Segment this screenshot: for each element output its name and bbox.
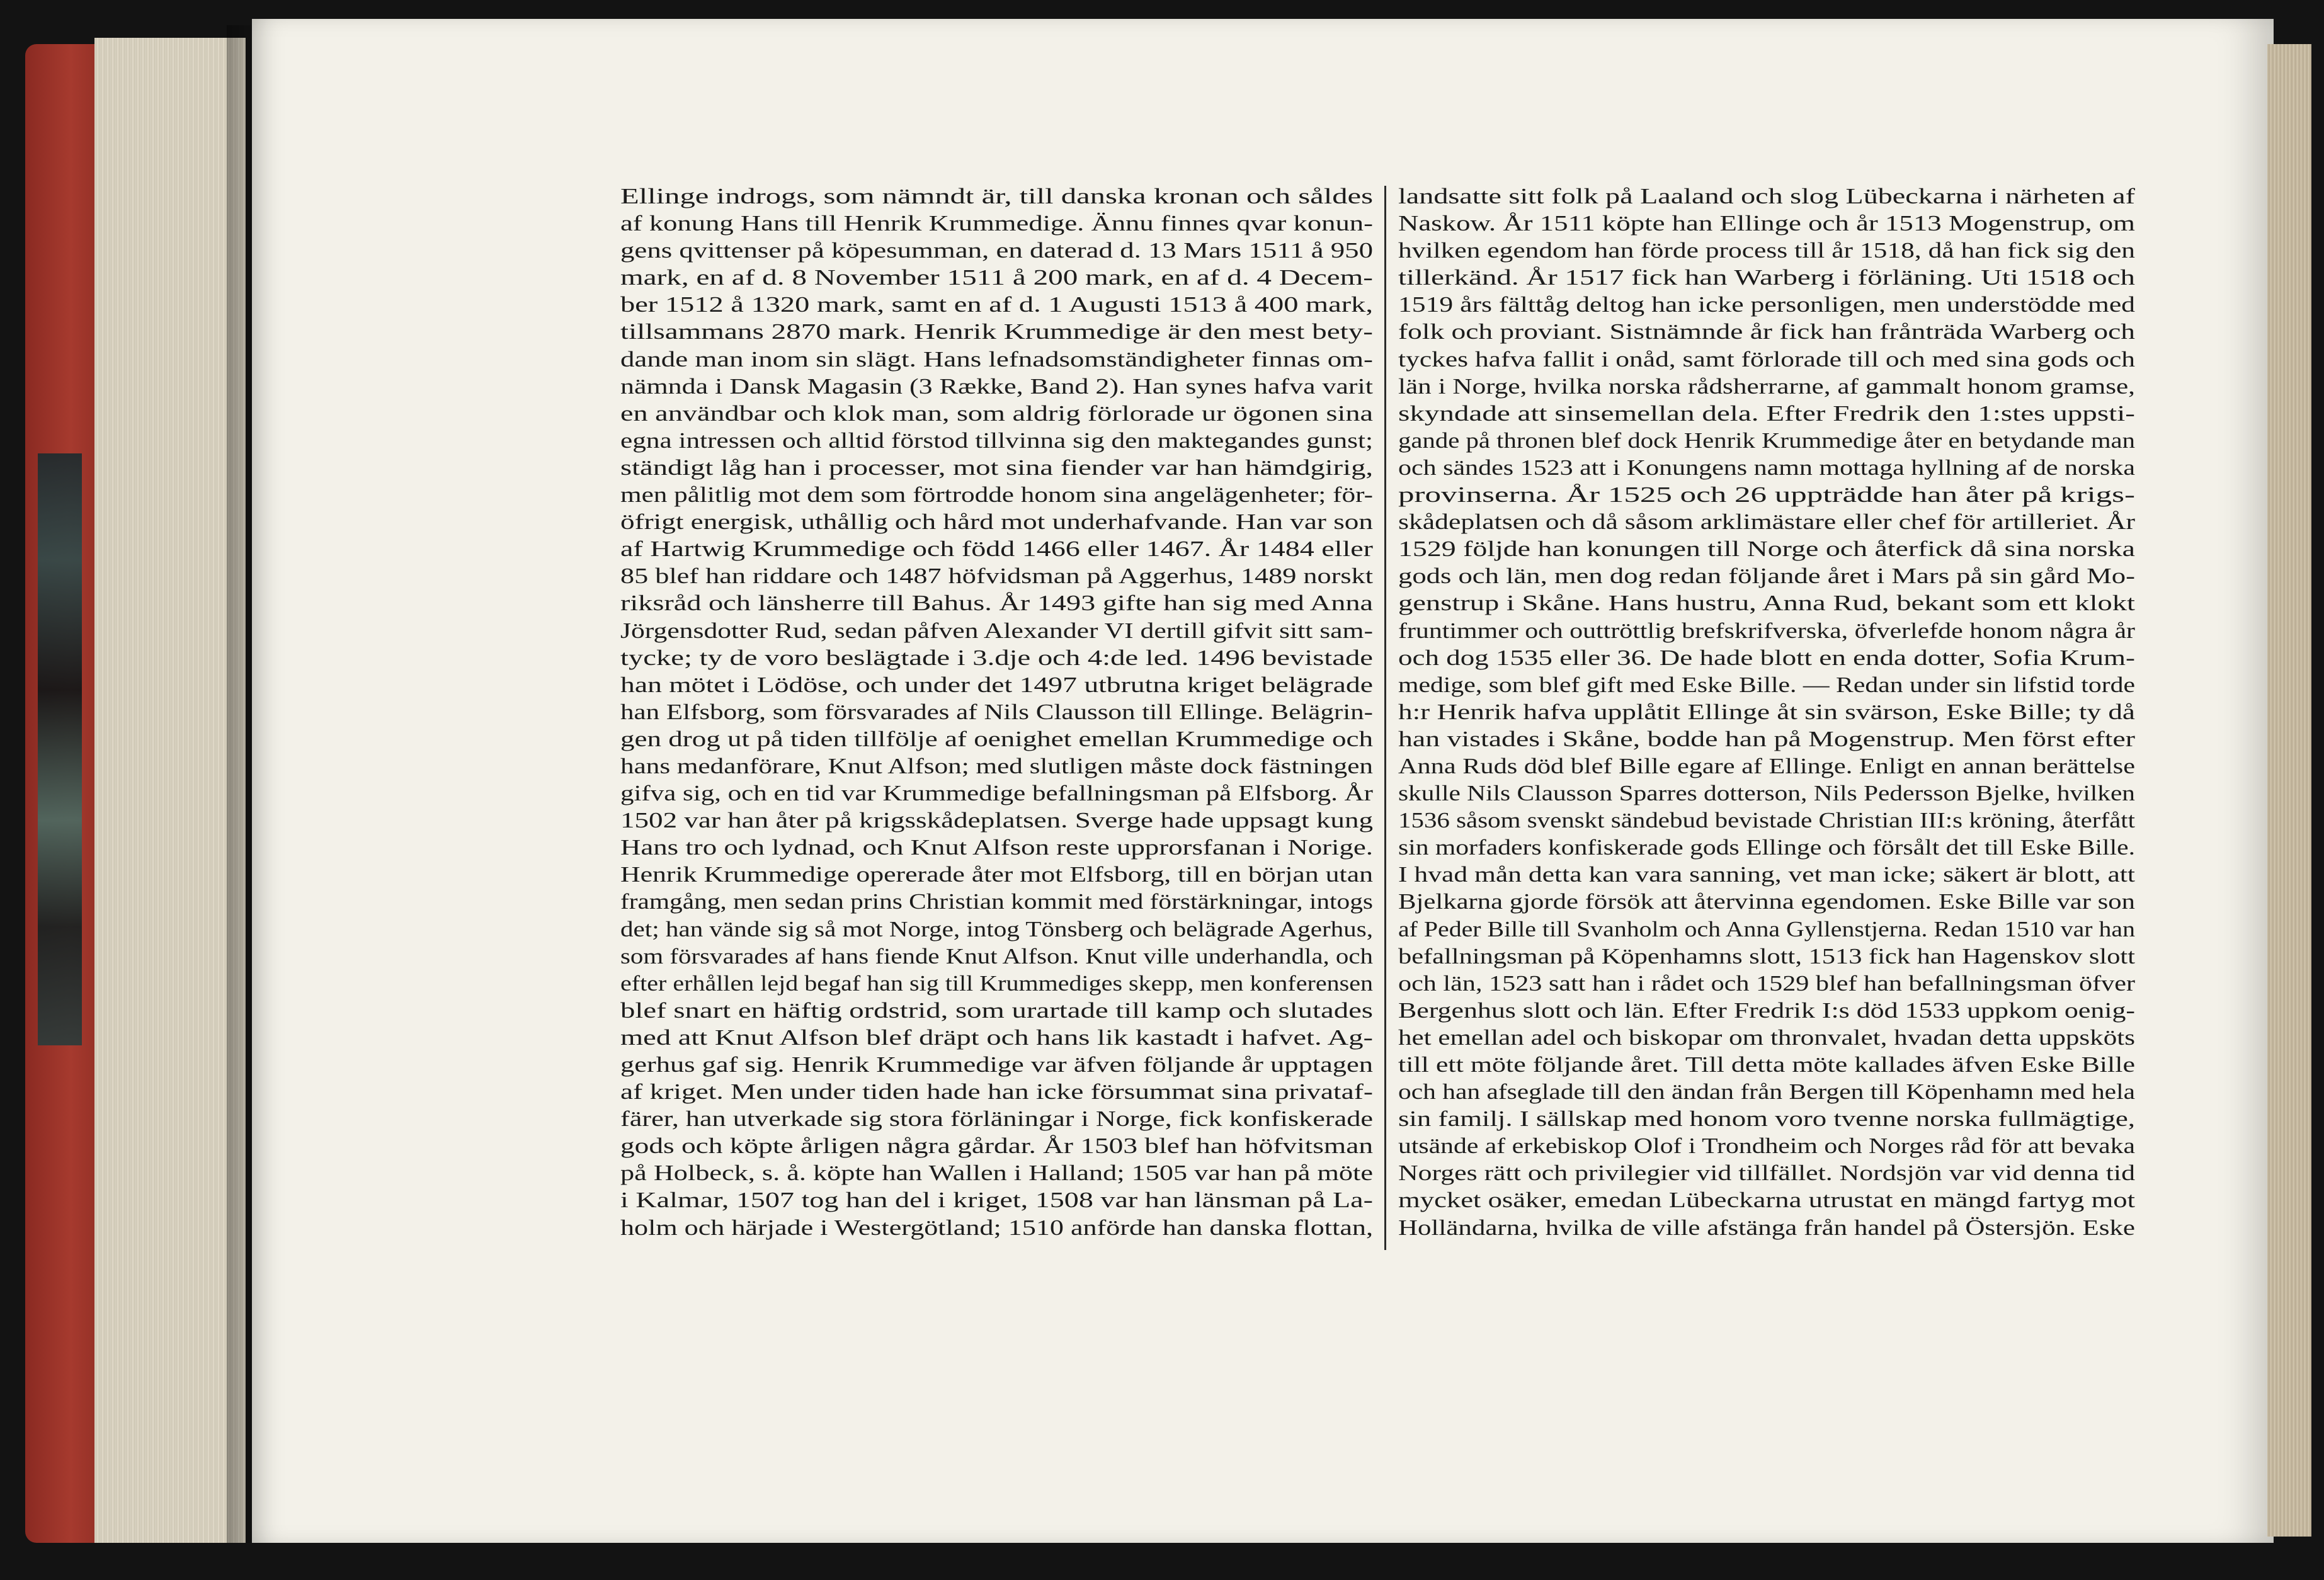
text-line: tillerkänd. År 1517 fick han Warberg i förläning. Uti 1518 och [1398,265,2135,290]
text-line: och sändes 1523 att i Konungens namn mottaga hyllning af de norska [1398,455,2135,480]
text-line: Jörgensdotter Rud, sedan påfven Alexander VI dertill gifvit sitt sam- [620,618,1373,643]
text-line: ständigt låg han i processer, mot sina fiender var han hämdgirig, [620,455,1373,480]
text-line: medige, som blef gift med Eske Bille. — Redan under sin lifstid torde [1398,672,2135,697]
text-line: Naskow. År 1511 köpte han Ellinge och år 1513 Mogenstrup, om [1398,211,2135,236]
text-line: Bergenhus slott och län. Efter Fredrik I:s död 1533 uppkom oenig- [1398,997,2135,1023]
text-line: gerhus gaf sig. Henrik Krummedige var äfven följande år upptagen [620,1052,1373,1077]
text-line: ber 1512 å 1320 mark, samt en af d. 1 Augusti 1513 å 400 mark, [620,292,1373,317]
text-line: han mötet i Lödöse, och under det 1497 utbrutna kriget belägrade [620,672,1373,697]
text-line: tillsammans 2870 mark. Henrik Krummedige är den mest bety- [620,319,1373,344]
text-line: på Holbeck, s. å. köpte han Wallen i Halland; 1505 var han på möte [620,1161,1373,1186]
text-line: dande man inom sin slägt. Hans lefnadsomständigheter finnas om- [620,346,1373,372]
text-line: mycket osäker, emedan Lübeckarna utrustat en mängd fartyg mot [1398,1188,2135,1213]
text-line: befallningsman på Köpenhamns slott, 1513 fick han Hagenskov slott [1398,943,2135,969]
text-line: 1502 var han åter på krigsskådeplatsen. Sverge hade uppsagt kung [620,808,1373,833]
text-line: öfrigt energisk, uthållig och hård mot underhafvande. Han var son [620,509,1373,535]
text-line: men pålitlig mot dem som förtrodde honom sina angelägenheter; för- [620,482,1373,508]
text-line: län i Norge, hvilka norska rådsherrarne, af gammalt honom gramse, [1398,373,2135,399]
text-line: af Hartwig Krummedige och född 1466 eller 1467. År 1484 eller [620,537,1373,562]
text-line: gens qvittenser på köpesumman, en daterad d. 13 Mars 1511 å 950 [620,238,1373,263]
text-line: tyckes hafva fallit i onåd, samt förlorade till och med sina gods och [1398,346,2135,372]
text-line: och han afseglade till den ändan från Bergen till Köpenhamn med hela [1398,1079,2135,1105]
text-line: 85 blef han riddare och 1487 höfvidsman på Aggerhus, 1489 norskt [620,564,1373,589]
text-line: skulle Nils Clausson Sparres dotterson, Nils Pedersson Bjelke, hvilken [1398,781,2135,806]
text-line: utsände af erkebiskop Olof i Trondheim och Norges råd för att bevaka [1398,1134,2135,1159]
text-line: sin morfaders konfiskerade gods Ellinge och försålt det till Eske Bille. [1398,835,2135,860]
text-line: Hans tro och lydnad, och Knut Alfson reste upprorsfanan i Norige. [620,835,1373,860]
text-line: h:r Henrik hafva upplåtit Ellinge åt sin svärson, Eske Bille; ty då [1398,699,2135,724]
text-line: hvilken egendom han förde process till år 1518, då han fick sig den [1398,238,2135,263]
text-line: holm och härjade i Westergötland; 1510 anförde han danska flottan, [620,1215,1373,1240]
text-line: gen drog ut på tiden tillfölje af oenighet emellan Krummedige och [620,726,1373,751]
text-line: Ellinge indrogs, som nämndt är, till danska kronan och såldes [620,184,1373,208]
text-line: I hvad mån detta kan vara sanning, vet man icke; säkert är blott, att [1398,862,2135,887]
text-line: folk och proviant. Sistnämnde år fick han frånträda Warberg och [1398,319,2135,344]
text-line: af Peder Bille till Svanholm och Anna Gyllenstjerna. Redan 1510 var han [1398,916,2135,941]
marbled-endpaper [38,453,82,1045]
text-line: Bjelkarna gjorde försök att återvinna egendomen. Eske Bille var son [1398,889,2135,914]
text-line: mark, en af d. 8 November 1511 å 200 mark, en af d. 4 Decem- [620,265,1373,290]
text-line: gods och län, men dog redan följande året i Mars på sin gård Mo- [1398,564,2135,589]
text-line: 1529 följde han konungen till Norge och återfick då sina norska [1398,537,2135,562]
text-line: 1519 års fälttåg deltog han icke personligen, men understödde med [1398,292,2135,317]
text-line: Norges rätt och privilegier vid tillfället. Nordsjön var vid denna tid [1398,1161,2135,1186]
text-line: i Kalmar, 1507 tog han del i kriget, 1508 var han länsman på La- [620,1188,1373,1213]
text-line: Henrik Krummedige opererade åter mot Elfsborg, till en början utan [620,862,1373,887]
text-line: fruntimmer och outtröttlig brefskrifverska, öfverlefde honom några år [1398,618,2135,643]
text-line: af kriget. Men under tiden hade han icke försummat sina privataf- [620,1079,1373,1105]
text-line: gods och köpte årligen några gårdar. År 1503 blef han höfvitsman [620,1134,1373,1159]
text-line: han vistades i Skåne, bodde han på Mogenstrup. Men först efter [1398,726,2135,751]
text-line: skådeplatsen och då såsom arklimästare eller chef för artilleriet. År [1398,509,2135,535]
text-line: en användbar och klok man, som aldrig förlorade ur ögonen sina [620,401,1373,426]
text-line: genstrup i Skåne. Hans hustru, Anna Rud, bekant som ett klokt [1398,591,2135,616]
text-line: färer, han utverkade sig stora förläningar i Norge, fick konfiskerade [620,1106,1373,1132]
text-line: blef snart en häftig ordstrid, som urartade till kamp och slutades [620,997,1373,1023]
text-line: af konung Hans till Henrik Krummedige. Ännu finnes qvar konun- [620,211,1373,236]
text-line: till ett möte följande året. Till detta möte kallades äfven Eske Bille [1398,1052,2135,1077]
text-column-left [620,183,1373,1241]
text-line: och dog 1535 eller 36. De hade blott en enda dotter, Sofia Krum- [1398,645,2135,670]
text-line: hans medanförare, Knut Alfson; med slutligen måste dock fästningen [620,753,1373,778]
page-edges-right [2267,44,2311,1537]
text-line: gande på thronen blef dock Henrik Krummedige åter en betydande man [1398,428,2135,453]
text-line: tycke; ty de voro beslägtade i 3.dje och 4:de led. 1496 bevistade [620,645,1373,670]
text-line: egna intressen och alltid förstod tillvinna sig den maktegandes gunst; [620,428,1373,453]
text-line: skyndade att sinsemellan dela. Efter Fredrik den 1:stes uppsti- [1398,401,2135,426]
text-line: het emellan adel och biskopar om thronvalet, hvadan detta uppsköts [1398,1025,2135,1050]
text-line: och län, 1523 satt han i rådet och 1529 blef han befallningsman öfver [1398,970,2135,996]
page-edges-left [94,38,246,1543]
text-line: 1536 såsom svenskt sändebud bevistade Christian III:s kröning, återfått [1398,808,2135,833]
text-line: Holländarna, hvilka de ville afstänga från handel på Östersjön. Eske [1398,1215,2135,1240]
text-line: provinserna. År 1525 och 26 uppträdde han åter på krigs- [1398,482,2135,508]
text-line: han Elfsborg, som försvarades af Nils Clausson till Ellinge. Belägrin- [620,699,1373,724]
text-line: landsatte sitt folk på Laaland och slog Lübeckarna i närheten af [1398,184,2135,208]
text-line: riksråd och länsherre till Bahus. År 1493 gifte han sig med Anna [620,591,1373,616]
text-line: Anna Ruds död blef Bille egare af Ellinge. Enligt en annan berättelse [1398,753,2135,778]
text-line: sin familj. I sällskap med honom voro tvenne norska fullmägtige, [1398,1106,2135,1132]
text-line: det; han vände sig så mot Norge, intog Tönsberg och belägrade Agerhus, [620,916,1373,941]
text-line: gifva sig, och en tid var Krummedige befallningsman på Elfsborg. År [620,781,1373,806]
column-divider [1384,186,1386,1250]
text-line: med att Knut Alfson blef dräpt och hans lik kastadt i hafvet. Ag- [620,1025,1373,1050]
text-line: efter erhållen lejd begaf han sig till Krummediges skepp, men konferensen [620,970,1373,996]
text-line: framgång, men sedan prins Christian kommit med förstärkningar, intogs [620,889,1373,914]
text-column-right [1398,183,2135,1241]
text-line: som försvarades af hans fiende Knut Alfson. Knut ville underhandla, och [620,943,1373,969]
text-line: nämnda i Dansk Magasin (3 Række, Band 2). Han synes hafva varit [620,373,1373,399]
